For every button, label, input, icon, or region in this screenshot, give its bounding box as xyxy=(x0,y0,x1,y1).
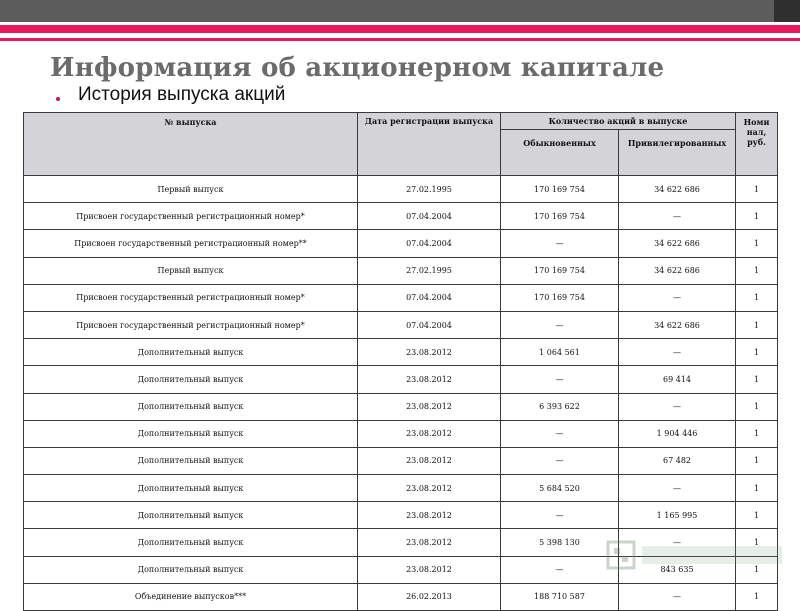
cell-common: 170 169 754 xyxy=(501,284,619,311)
header-date: Дата регистрации выпуска xyxy=(358,113,501,176)
cell-issue: Дополнительный выпуск xyxy=(24,502,358,529)
cell-nominal: 1 xyxy=(736,230,778,257)
cell-common: — xyxy=(501,311,619,338)
header-quantity: Количество акций в выпуске xyxy=(501,113,736,130)
cell-nominal: 1 xyxy=(736,311,778,338)
cell-preferred: 67 482 xyxy=(619,447,736,474)
slide-subtitle: История выпуска акций xyxy=(78,84,286,105)
cell-common: 170 169 754 xyxy=(501,176,619,203)
cell-preferred: — xyxy=(619,339,736,366)
bullet-icon xyxy=(56,97,60,101)
cell-date: 23.08.2012 xyxy=(358,366,501,393)
cell-preferred: 843 635 xyxy=(619,556,736,583)
cell-common: — xyxy=(501,230,619,257)
table-row xyxy=(24,502,778,529)
cell-nominal: 1 xyxy=(736,257,778,284)
cell-date: 23.08.2012 xyxy=(358,475,501,502)
accent-stripe-thick xyxy=(0,25,800,33)
cell-common: — xyxy=(501,556,619,583)
cell-issue: Дополнительный выпуск xyxy=(24,556,358,583)
cell-issue: Объединение выпусков*** xyxy=(24,583,358,610)
cell-preferred: — xyxy=(619,393,736,420)
cell-preferred: 34 622 686 xyxy=(619,230,736,257)
cell-issue: Дополнительный выпуск xyxy=(24,339,358,366)
cell-issue: Первый выпуск xyxy=(24,176,358,203)
watermark-logo xyxy=(606,536,786,576)
cell-preferred: — xyxy=(619,475,736,502)
cell-issue: Первый выпуск xyxy=(24,257,358,284)
cell-date: 23.08.2012 xyxy=(358,393,501,420)
cell-date: 23.08.2012 xyxy=(358,447,501,474)
cell-date: 23.08.2012 xyxy=(358,529,501,556)
table-row xyxy=(24,366,778,393)
cell-date: 07.04.2004 xyxy=(358,203,501,230)
cell-date: 07.04.2004 xyxy=(358,284,501,311)
cell-issue: Присвоен государственный регистрационный номер** xyxy=(24,230,358,257)
table-row xyxy=(24,176,778,203)
cell-common: — xyxy=(501,366,619,393)
cell-preferred: — xyxy=(619,284,736,311)
cell-preferred: 34 622 686 xyxy=(619,311,736,338)
cell-common: — xyxy=(501,447,619,474)
accent-stripe-thin xyxy=(0,38,800,41)
cell-preferred: — xyxy=(619,529,736,556)
cell-preferred: 1 904 446 xyxy=(619,420,736,447)
cell-common: 1 064 561 xyxy=(501,339,619,366)
cell-preferred: 34 622 686 xyxy=(619,257,736,284)
cell-issue: Дополнительный выпуск xyxy=(24,475,358,502)
cell-common: 5 684 520 xyxy=(501,475,619,502)
cell-nominal: 1 xyxy=(736,420,778,447)
table-row xyxy=(24,284,778,311)
top-bar xyxy=(0,0,800,22)
header-common: Обыкновенных xyxy=(501,130,619,176)
cell-preferred: — xyxy=(619,583,736,610)
table-row xyxy=(24,420,778,447)
cell-preferred: — xyxy=(619,203,736,230)
cell-date: 27.02.1995 xyxy=(358,257,501,284)
cell-issue: Дополнительный выпуск xyxy=(24,420,358,447)
cell-common: 188 710 587 xyxy=(501,583,619,610)
table-row xyxy=(24,311,778,338)
table-row xyxy=(24,447,778,474)
cell-preferred: 34 622 686 xyxy=(619,176,736,203)
cell-nominal: 1 xyxy=(736,447,778,474)
cell-date: 07.04.2004 xyxy=(358,311,501,338)
cell-common: 6 393 622 xyxy=(501,393,619,420)
cell-issue: Присвоен государственный регистрационный номер* xyxy=(24,311,358,338)
table-row xyxy=(24,339,778,366)
cell-date: 27.02.1995 xyxy=(358,176,501,203)
cell-date: 23.08.2012 xyxy=(358,339,501,366)
header-nominal: Номи нал, руб. xyxy=(736,113,778,176)
cell-common: 170 169 754 xyxy=(501,203,619,230)
cell-date: 23.08.2012 xyxy=(358,502,501,529)
cell-nominal: 1 xyxy=(736,203,778,230)
table-row xyxy=(24,230,778,257)
cell-nominal: 1 xyxy=(736,284,778,311)
top-bar-corner xyxy=(774,0,800,22)
cell-nominal: 1 xyxy=(736,502,778,529)
table-row xyxy=(24,583,778,610)
table-row xyxy=(24,203,778,230)
cell-preferred: 69 414 xyxy=(619,366,736,393)
cell-issue: Дополнительный выпуск xyxy=(24,366,358,393)
cell-date: 23.08.2012 xyxy=(358,420,501,447)
cell-date: 23.08.2012 xyxy=(358,556,501,583)
cell-common: 170 169 754 xyxy=(501,257,619,284)
cell-nominal: 1 xyxy=(736,339,778,366)
cell-issue: Присвоен государственный регистрационный номер* xyxy=(24,284,358,311)
cell-issue: Дополнительный выпуск xyxy=(24,393,358,420)
cell-common: — xyxy=(501,420,619,447)
cell-date: 26.02.2013 xyxy=(358,583,501,610)
slide-title: Информация об акционерном капитале xyxy=(50,53,665,83)
table-row xyxy=(24,257,778,284)
cell-nominal: 1 xyxy=(736,475,778,502)
cell-issue: Присвоен государственный регистрационный номер* xyxy=(24,203,358,230)
cell-nominal: 1 xyxy=(736,583,778,610)
cell-nominal: 1 xyxy=(736,529,778,556)
table-row xyxy=(24,475,778,502)
cell-issue: Дополнительный выпуск xyxy=(24,447,358,474)
header-preferred: Привилегированных xyxy=(619,130,736,176)
cell-nominal: 1 xyxy=(736,366,778,393)
table-row xyxy=(24,393,778,420)
cell-nominal: 1 xyxy=(736,176,778,203)
cell-nominal: 1 xyxy=(736,393,778,420)
cell-issue: Дополнительный выпуск xyxy=(24,529,358,556)
cell-nominal: 1 xyxy=(736,556,778,583)
cell-common: 5 398 130 xyxy=(501,529,619,556)
cell-preferred: 1 165 995 xyxy=(619,502,736,529)
header-issue: № выпуска xyxy=(24,113,358,176)
cell-date: 07.04.2004 xyxy=(358,230,501,257)
cell-common: — xyxy=(501,502,619,529)
